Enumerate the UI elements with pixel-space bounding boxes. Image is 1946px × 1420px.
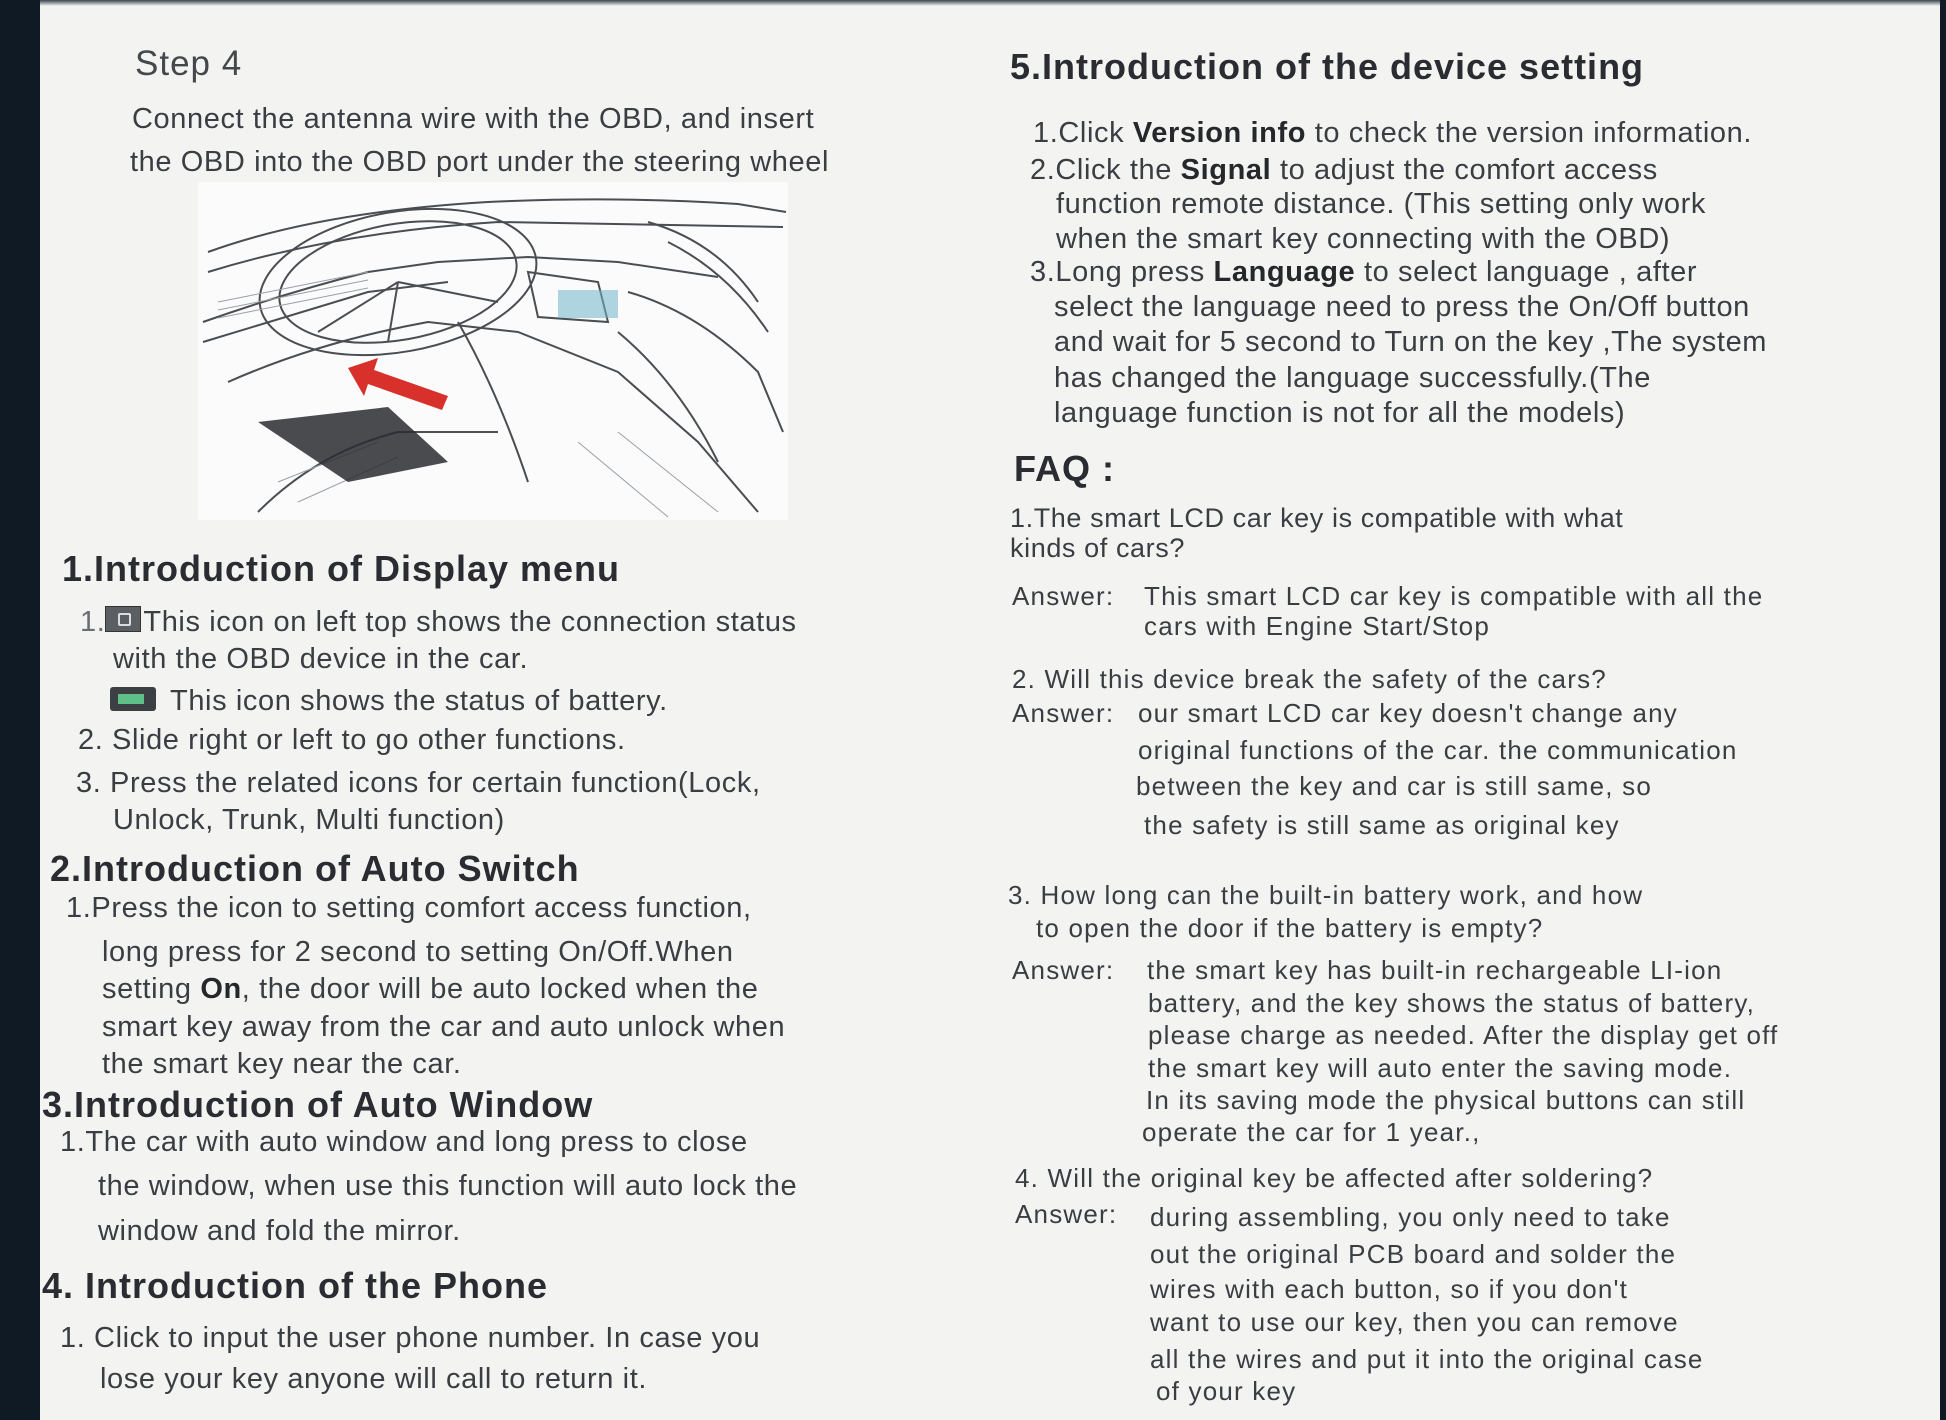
device-setting-item-2-a: 2.Click the (1030, 154, 1181, 186)
auto-switch-line-3-b: , the door will be auto locked when the (241, 973, 759, 1005)
faq-answer-4-label: Answer: (1015, 1199, 1118, 1229)
step-line-2: the OBD into the OBD port under the steering wheel (130, 146, 829, 178)
auto-window-line-3: window and fold the mirror. (98, 1215, 461, 1247)
step-line-1: Connect the antenna wire with the OBD, and insert (132, 103, 815, 135)
signal-label: Signal (1180, 154, 1272, 186)
faq-answer-1-label: Answer: (1012, 581, 1115, 611)
faq-answer-1-line-2: cars with Engine Start/Stop (1144, 611, 1490, 641)
faq-answer-4-line-3: wires with each button, so if you don't (1150, 1274, 1629, 1304)
auto-switch-line-1: 1.Press the icon to setting comfort access function, (66, 892, 752, 924)
faq-answer-3-label: Answer: (1012, 955, 1115, 985)
device-setting-item-3-line-5: language function is not for all the models) (1054, 397, 1626, 429)
faq-answer-3-line-2: battery, and the key shows the status of battery, (1148, 988, 1756, 1018)
device-setting-heading: 5.Introduction of the device setting (1010, 46, 1645, 87)
device-setting-item-3-line-2: select the language need to press the On/Off button (1054, 291, 1750, 323)
auto-switch-line-2: long press for 2 second to setting On/Off.When (102, 936, 734, 968)
display-menu-item-1-cont: with the OBD device in the car. (113, 643, 529, 675)
faq-answer-2-line-2: original functions of the car. the communication (1138, 735, 1738, 765)
battery-icon (110, 687, 156, 711)
device-setting-item-2-line-3: when the smart key connecting with the OBD) (1056, 223, 1671, 255)
faq-question-2: 2. Will this device break the safety of the cars? (1012, 664, 1607, 694)
faq-answer-3-line-4: the smart key will auto enter the saving mode. (1148, 1053, 1733, 1083)
display-menu-item-2: 2. Slide right or left to go other functions. (78, 724, 626, 756)
auto-switch-on-label: On (200, 973, 242, 1005)
red-arrow-icon (348, 358, 448, 410)
phone-line-1: 1. Click to input the user phone number. In case you (60, 1322, 761, 1354)
phone-heading: 4. Introduction of the Phone (42, 1265, 548, 1306)
display-menu-item-3-cont: Unlock, Trunk, Multi function) (113, 804, 505, 836)
display-menu-item-1b (110, 685, 668, 718)
faq-question-1-line-2: kinds of cars? (1010, 533, 1185, 563)
connection-status-icon (105, 606, 141, 632)
step-title: Step 4 (135, 44, 243, 83)
faq-answer-3-line-1: the smart key has built-in rechargeable LI-ion (1147, 955, 1723, 985)
device-setting-item-3 (1030, 256, 1697, 289)
display-menu-item-3: 3. Press the related icons for certain function(Lock, (76, 767, 761, 799)
car-interior-illustration (198, 182, 788, 520)
faq-answer-2-line-4: the safety is still same as original key (1144, 810, 1620, 840)
faq-answer-3-line-6: operate the car for 1 year., (1142, 1117, 1481, 1147)
device-setting-item-3-a: 3.Long press (1030, 256, 1214, 288)
faq-answer-2-line-1: our smart LCD car key doesn't change any (1138, 698, 1678, 728)
faq-answer-3-line-5: In its saving mode the physical buttons can still (1146, 1085, 1746, 1115)
auto-switch-heading: 2.Introduction of Auto Switch (50, 848, 580, 889)
faq-question-3-line-1: 3. How long can the built-in battery work, and how (1008, 880, 1644, 910)
faq-answer-2-label: Answer: (1012, 698, 1115, 728)
display-menu-item-1b-text: This icon shows the status of battery. (170, 685, 668, 717)
phone-line-2: lose your key anyone will call to return it. (100, 1363, 648, 1395)
display-menu-item-1-text: This icon on left top shows the connection status (143, 606, 797, 638)
device-setting-item-2 (1030, 154, 1658, 187)
language-label: Language (1213, 256, 1356, 288)
display-menu-item-1-number: 1. (80, 606, 106, 638)
version-info-label: Version info (1132, 117, 1307, 149)
device-setting-item-3-line-4: has changed the language successfully.(The (1054, 362, 1651, 394)
faq-answer-4-line-5: all the wires and put it into the original case (1150, 1344, 1704, 1374)
faq-answer-4-line-2: out the original PCB board and solder the (1150, 1239, 1677, 1269)
faq-question-3-line-2: to open the door if the battery is empty? (1036, 913, 1544, 943)
device-setting-item-1 (1033, 117, 1752, 150)
auto-switch-line-3-a: setting (102, 973, 201, 1005)
faq-answer-4-line-1: during assembling, you only need to take (1150, 1202, 1671, 1232)
auto-switch-line-3 (102, 973, 759, 1006)
auto-switch-line-4: smart key away from the car and auto unlock when (102, 1011, 786, 1043)
device-setting-item-1-a: 1.Click (1033, 117, 1133, 149)
faq-question-4: 4. Will the original key be affected after soldering? (1015, 1163, 1654, 1193)
display-menu-heading: 1.Introduction of Display menu (62, 548, 621, 589)
faq-answer-4-line-6: of your key (1156, 1376, 1297, 1406)
auto-window-heading: 3.Introduction of Auto Window (42, 1084, 594, 1125)
faq-answer-4-line-4: want to use our key, then you can remove (1150, 1307, 1679, 1337)
device-setting-item-3-line-3: and wait for 5 second to Turn on the key ,The system (1054, 326, 1768, 358)
device-setting-item-2-b: to adjust the comfort access (1271, 154, 1658, 186)
device-setting-item-2-line-2: function remote distance. (This setting only work (1056, 188, 1706, 220)
instruction-sheet (40, 0, 1940, 1420)
auto-switch-line-5: the smart key near the car. (102, 1048, 462, 1080)
display-menu-item-1 (80, 606, 797, 639)
device-setting-item-3-b: to select language , after (1355, 256, 1698, 288)
device-setting-item-1-b: to check the version information. (1306, 117, 1752, 149)
faq-heading: FAQ : (1014, 448, 1115, 489)
faq-answer-1-line-1: This smart LCD car key is compatible with all the (1144, 581, 1764, 611)
auto-window-line-1: 1.The car with auto window and long press to close (60, 1126, 748, 1158)
auto-window-line-2: the window, when use this function will auto lock the (98, 1170, 798, 1202)
faq-answer-3-line-3: please charge as needed. After the display get off (1148, 1020, 1779, 1050)
faq-answer-2-line-3: between the key and car is still same, so (1136, 771, 1652, 801)
faq-question-1-line-1: 1.The smart LCD car key is compatible with what (1010, 503, 1624, 533)
